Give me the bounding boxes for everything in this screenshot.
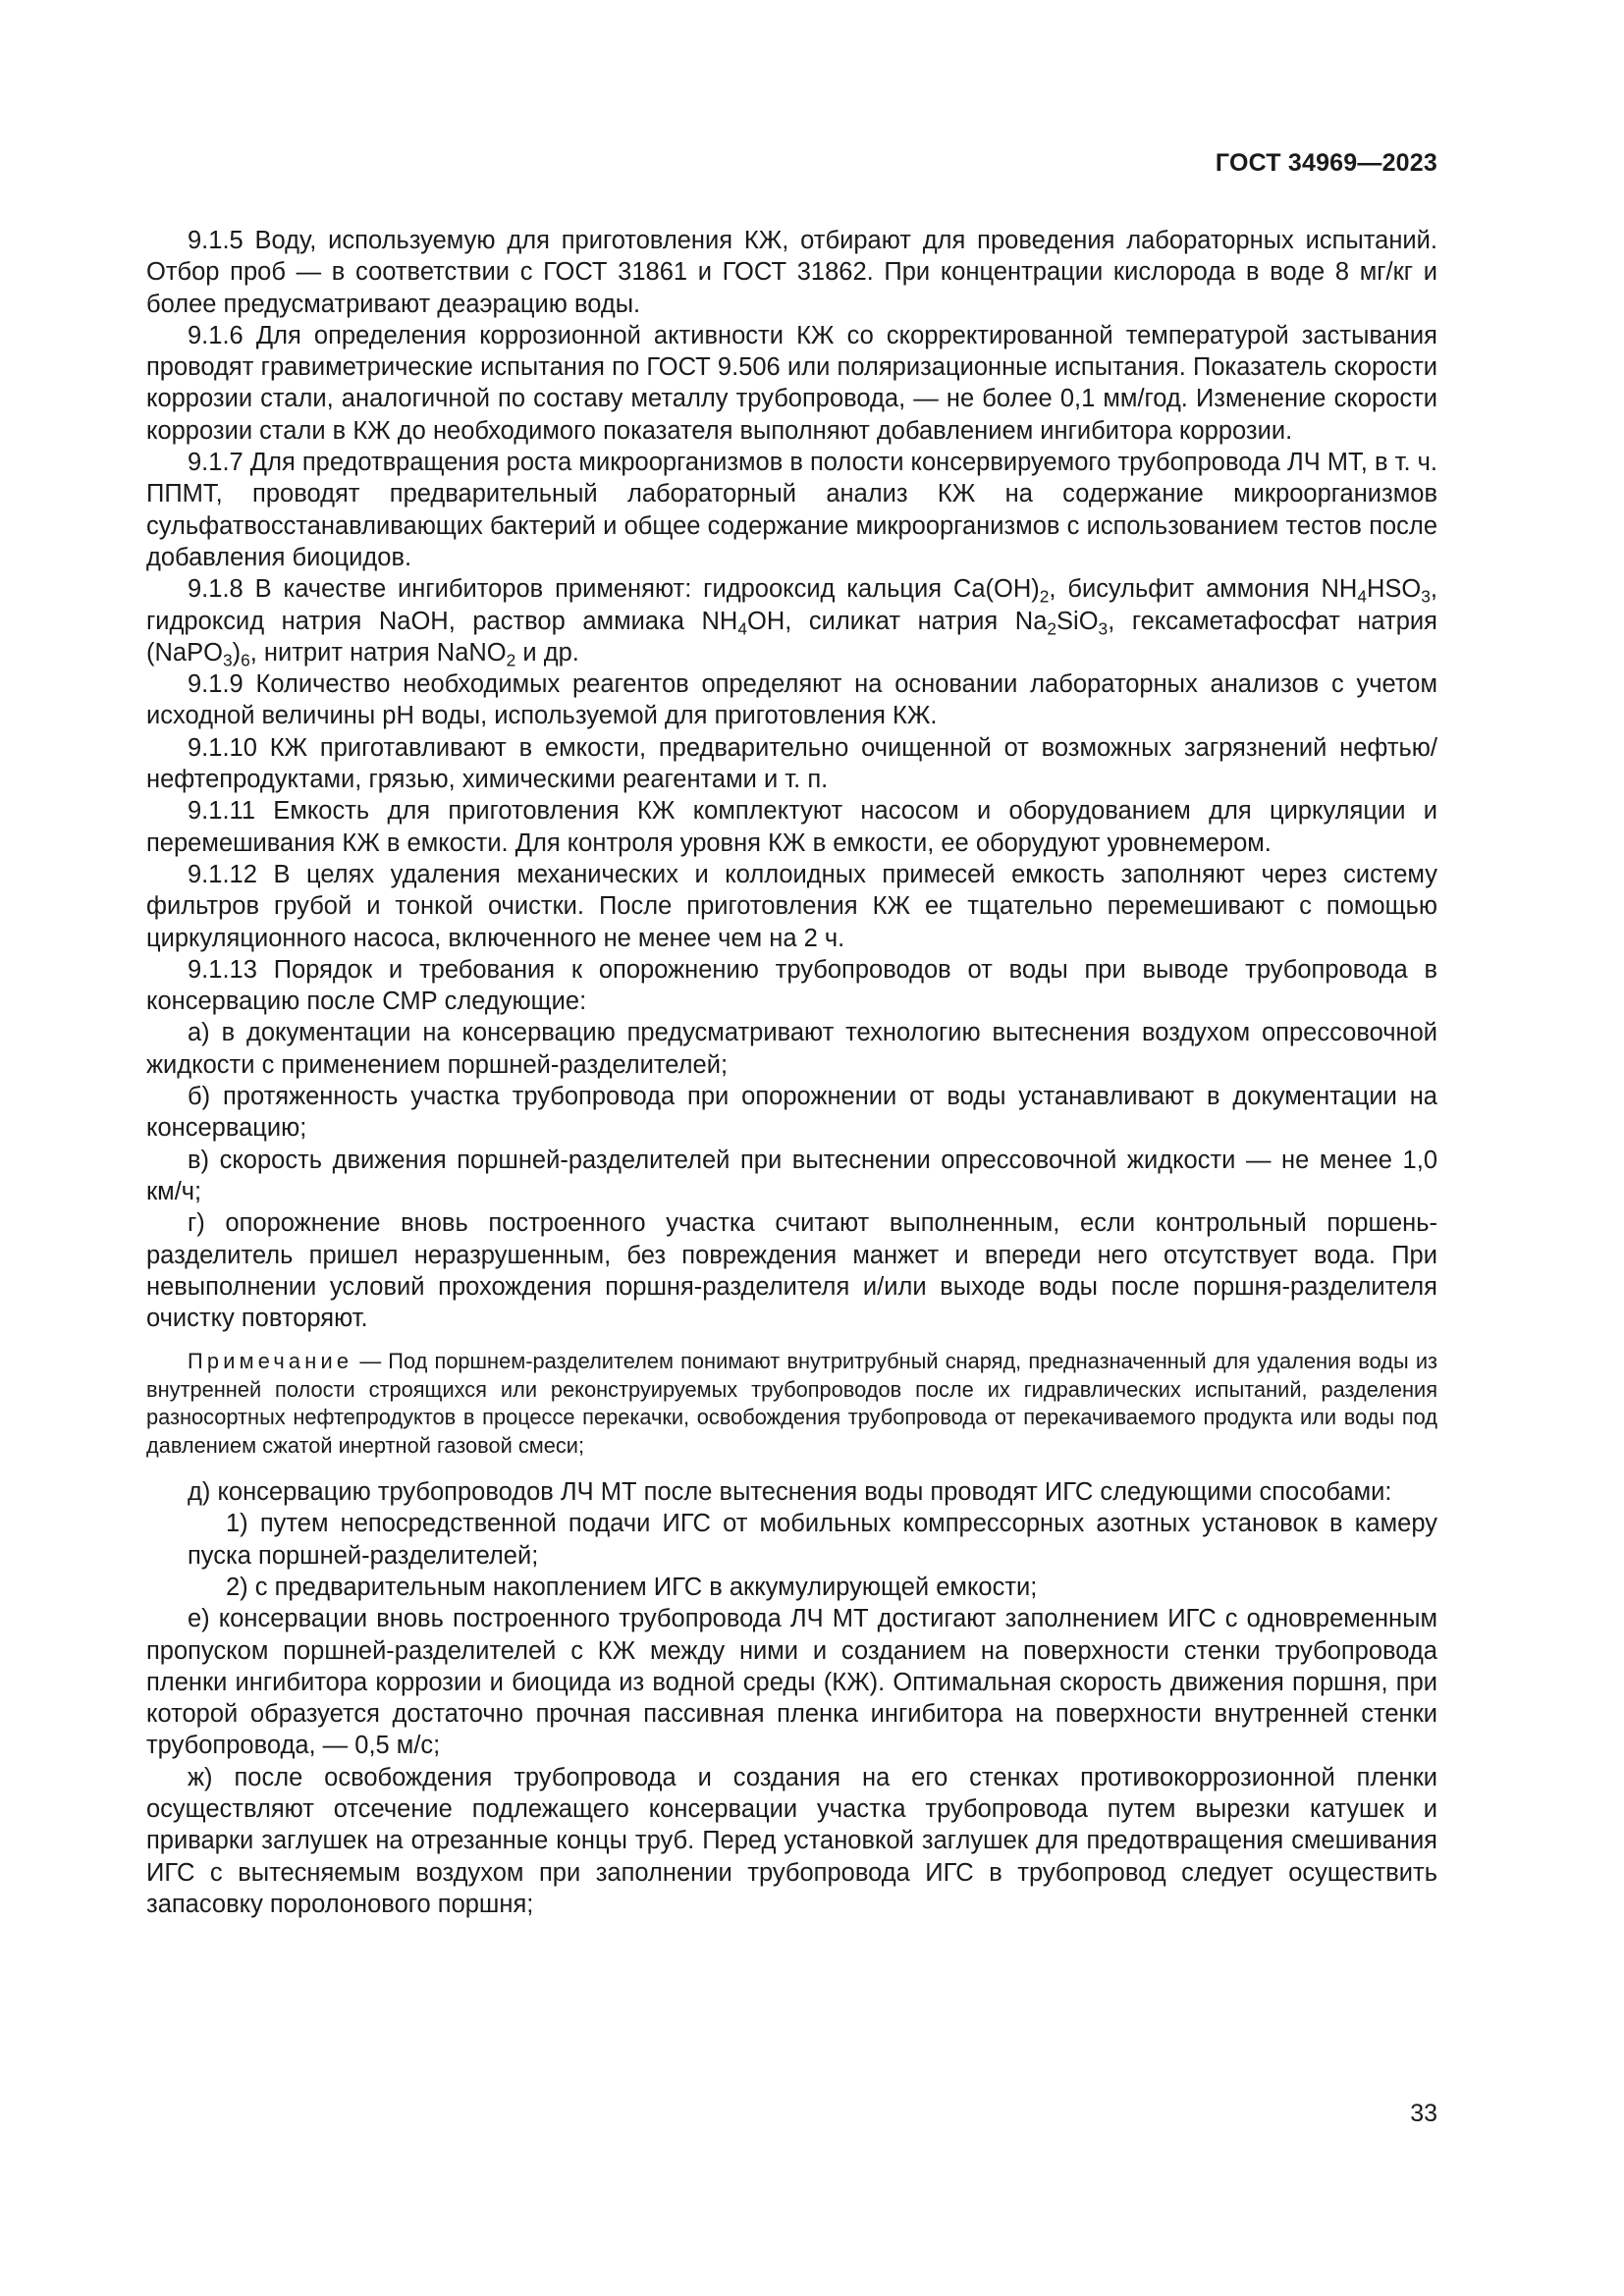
paragraph-9-1-7: 9.1.7 Для предотвращения роста микроорганизмов в полости консервируемого трубопровода ЛЧ МТ, в т. ч. ППМТ, проводят предварительный лабораторный анализ КЖ на содержание микроорганизмов сульфатвосстанавливающих бактерий и общее содержание микроорганизмов с использованием тестов после добавления биоцидов.	[146, 449, 1437, 571]
subscript: 6	[241, 650, 250, 670]
text-segment: 9.1.8 В качестве ингибиторов применяют: гидрооксид кальция Ca(OH)	[188, 575, 1040, 604]
paragraph-9-1-10: 9.1.10 КЖ приготавливают в емкости, предварительно очищенной от возможных загрязнений нефтью/нефтепродуктами, грязью, химическими реагентами и т. п.	[146, 733, 1437, 794]
text-segment: OH, силикат натрия Na	[746, 607, 1048, 635]
text-segment: , нитрит натрия NaNO	[249, 638, 507, 667]
paragraph-9-1-6: 9.1.6 Для определения коррозионной активности КЖ со скорректированной температурой застывания проводят гравиметрические испытания по ГОСТ 9.506 или поляризационные испытания. Показатель скорости коррозии стали, аналогичной по составу металлу трубопровода, — не более 0,1 мм/год. Изменение скорости коррозии стали в КЖ до необходимого показателя выполняют добавлением ингибитора коррозии.	[146, 321, 1437, 445]
paragraph-9-1-11: 9.1.11 Емкость для приготовления КЖ комплектуют насосом и оборудованием для циркуляции и перемешивания КЖ в емкости. Для контроля уровня КЖ в емкости, ее оборудуют уровнемером.	[146, 797, 1437, 857]
list-item-g: г) опорожнение вновь построенного участка считают выполненным, если контрольный поршень-разделитель пришел неразрушенным, без повреждения манжет и впереди него отсутствует вода. При невыполнении условий прохождения поршня-разделителя и/или выходе воды после поршня-разделителя очистку повторяют.	[146, 1209, 1437, 1333]
list-item-a: а) в документации на консервацию предусматривают технологию вытеснения воздухом опрессовочной жидкости с применением поршней-разделителей;	[146, 1019, 1437, 1079]
text-segment: HSO	[1367, 575, 1422, 604]
note-text: — Под поршнем-разделителем понимают внутритрубный снаряд, предназначенный для удаления воды из внутренней полости строящихся или реконструируемых трубопроводов после их гидравлических испытаний, разделения разносортных нефтепродуктов в процессе перекачки, освобождения трубопровода от перекачиваемого продукта или воды под давлением сжатой инертной газовой смеси;	[146, 1349, 1437, 1458]
document-header: ГОСТ 34969—2023	[1215, 149, 1437, 177]
text-segment: и др.	[515, 638, 579, 667]
paragraph-9-1-12: 9.1.12 В целях удаления механических и коллоидных примесей емкость заполняют через систему фильтров грубой и тонкой очистки. После приготовления КЖ ее тщательно перемешивают с помощью циркуляционного насоса, включенного не менее чем на 2 ч.	[146, 860, 1437, 952]
subscript: 4	[737, 618, 747, 639]
sub-item-2: 2) с предварительным накоплением ИГС в аккумулирующей емкости;	[226, 1573, 1038, 1601]
subscript: 2	[1039, 586, 1050, 607]
list-item-d: д) консервацию трубопроводов ЛЧ МТ после вытеснения воды проводят ИГС следующими способами:	[188, 1478, 1392, 1507]
text-segment: , бисульфит аммония NH	[1049, 575, 1358, 604]
list-item-zh: ж) после освобождения трубопровода и создания на его стенках противокоррозионной пленки осуществляют отсечение подлежащего консервации участка трубопровода путем вырезки катушек и приварки заглушек на отрезанные концы труб. Перед установкой заглушек для предотвращения смешивания ИГС с вытесняемым воздухом при заполнении трубопровода ИГС в трубопровод следует осуществить запасовку поролонового поршня;	[146, 1763, 1437, 1918]
text-segment: , гидроксид натрия NaOH, раствор аммиака NH	[146, 575, 1437, 635]
list-item-e: е) консервации вновь построенного трубопровода ЛЧ МТ достигают заполнением ИГС с одновременным пропуском поршней-разделителей с КЖ между ними и созданием на поверхности стенки трубопровода пленки ингибитора коррозии и биоцида из водной среды (КЖ). Оптимальная скорость движения поршня, при которой образуется достаточно прочная пассивная пленка ингибитора на поверхности внутренней стенки трубопровода, — 0,5 м/с;	[146, 1605, 1437, 1760]
subscript: 2	[506, 650, 516, 670]
paragraph-9-1-9: 9.1.9 Количество необходимых реагентов определяют на основании лабораторных анализов с учетом исходной величины pH воды, используемой для приготовления КЖ.	[146, 670, 1437, 730]
subscript: 3	[1098, 618, 1109, 639]
sub-item-1: 1) путем непосредственной подачи ИГС от мобильных компрессорных азотных установок в камеру пуска поршней-разделителей;	[188, 1510, 1437, 1570]
paragraph-9-1-8	[146, 573, 1437, 668]
subscript: 3	[222, 650, 233, 670]
note-label: Примечание	[188, 1349, 353, 1374]
subscript: 4	[1357, 586, 1367, 607]
paragraph-9-1-13: 9.1.13 Порядок и требования к опорожнению трубопроводов от воды при выводе трубопровода в консервацию после СМР следующие:	[146, 955, 1437, 1016]
text-segment: , гексаметафосфат натрия (NaPO	[146, 607, 1437, 667]
page-number: 33	[1410, 2100, 1437, 2127]
document-body	[146, 225, 1437, 1920]
text-segment: )	[232, 638, 242, 667]
list-item-v: в) скорость движения поршней-разделителей при вытеснении опрессовочной жидкости — не менее 1,0 км/ч;	[146, 1146, 1437, 1205]
note	[146, 1348, 1437, 1460]
paragraph-9-1-5: 9.1.5 Воду, используемую для приготовления КЖ, отбирают для проведения лабораторных испытаний. Отбор проб — в соответствии с ГОСТ 31861 и ГОСТ 31862. При концентрации кислорода в воде 8 мг/кг и более предусматривают деаэрацию воды.	[146, 227, 1437, 318]
text-segment: SiO	[1056, 607, 1099, 635]
subscript: 3	[1421, 586, 1431, 607]
list-item-b: б) протяженность участка трубопровода при опорожнении от воды устанавливают в документации на консервацию;	[146, 1083, 1437, 1143]
subscript: 2	[1047, 618, 1057, 639]
